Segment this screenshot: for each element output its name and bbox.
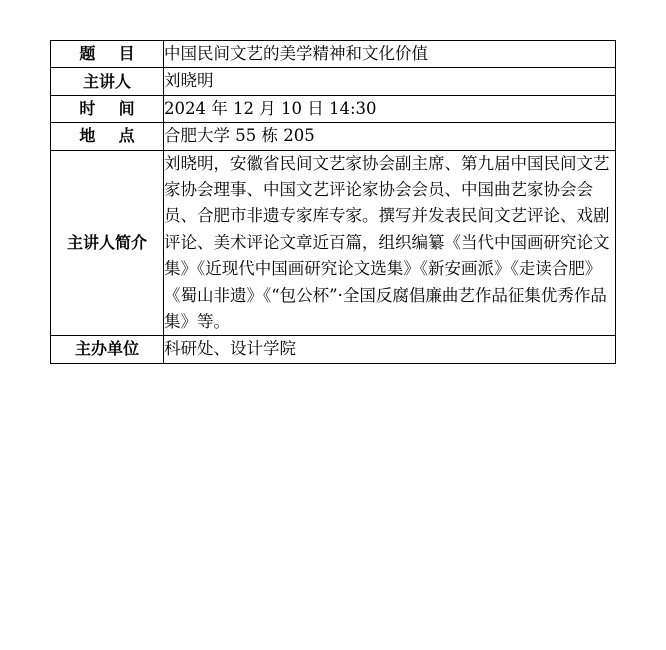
table-row-bio xyxy=(51,150,616,336)
table-row xyxy=(51,95,616,122)
row-label-title-text: 题 目 xyxy=(79,44,144,64)
table-row xyxy=(51,41,616,68)
row-value-organizer: 科研处、设计学院 xyxy=(164,336,616,363)
bio-paragraph: 刘晓明，安徽省民间文艺家协会副主席、第九届中国民间文艺家协会理事、中国文艺评论家协会会员、中国曲艺家协会会员、合肥市非遗专家库专家。撰写并发表民间文艺评论、戏剧评论、美术评论文章近百篇，组织编纂《当代中国画研究论文集》《近现代中国画研究论文选集》《新安画派》《走读合肥》《蜀山非遗》《“包公杯”·全国反腐倡廉曲艺作品征集优秀作品集》等。 xyxy=(164,153,610,331)
table-row xyxy=(51,336,616,363)
row-label-time xyxy=(51,95,164,122)
row-label-speaker-text: 主讲人 xyxy=(82,71,131,91)
row-label-bio: 主讲人简介 xyxy=(51,150,164,336)
table-row xyxy=(51,123,616,150)
row-label-speaker xyxy=(51,68,164,95)
row-label-location-text: 地 点 xyxy=(79,126,144,146)
lecture-info-table-wrapper xyxy=(50,40,616,364)
lecture-info-table xyxy=(50,40,616,364)
row-value-speaker: 刘晓明 xyxy=(164,68,616,95)
row-value-title: 中国民间文艺的美学精神和文化价值 xyxy=(164,41,616,68)
row-label-location xyxy=(51,123,164,150)
row-value-bio xyxy=(164,150,616,336)
row-label-time-text: 时 间 xyxy=(79,98,144,118)
table-row xyxy=(51,68,616,95)
row-label-title xyxy=(51,41,164,68)
row-value-time: 2024 年 12 月 10 日 14:30 xyxy=(164,95,616,122)
row-value-location: 合肥大学 55 栋 205 xyxy=(164,123,616,150)
row-label-organizer: 主办单位 xyxy=(51,336,164,363)
